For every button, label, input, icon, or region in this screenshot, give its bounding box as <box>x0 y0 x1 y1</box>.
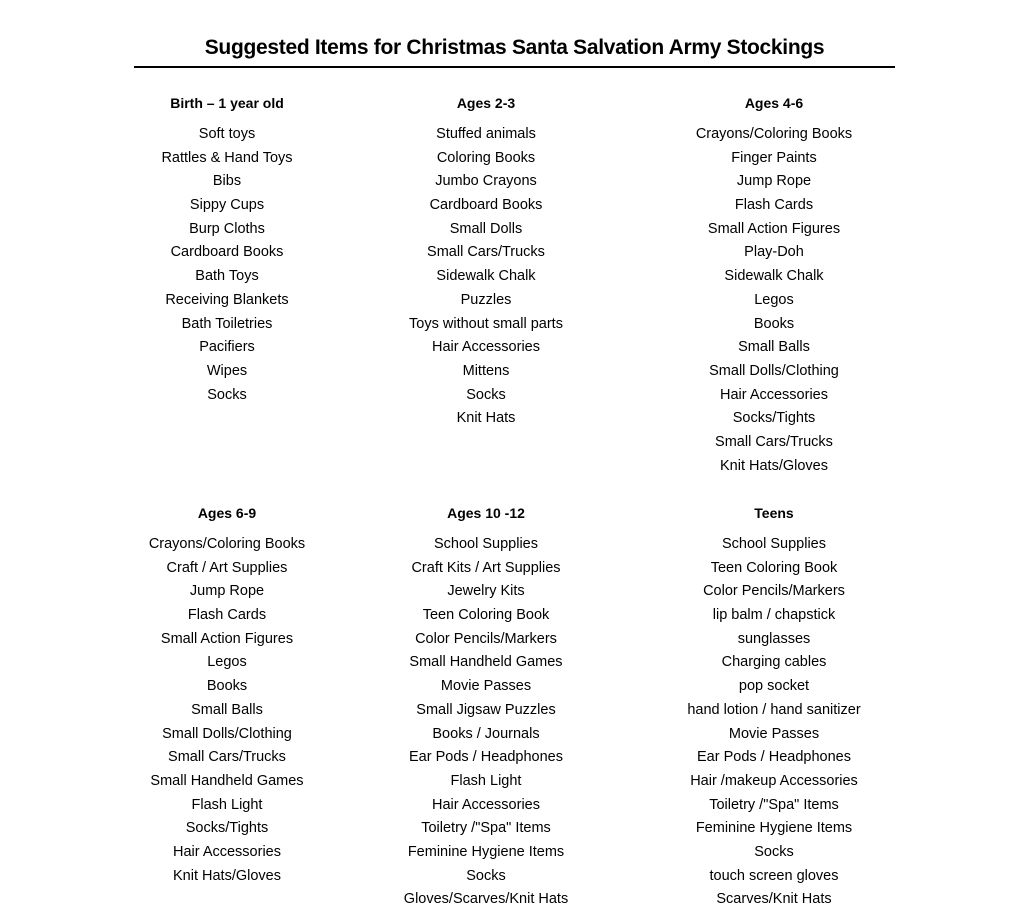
list-item: Small Dolls <box>449 220 523 237</box>
list-item: Flash Cards <box>187 607 267 624</box>
list-item: Jump Rope <box>189 583 265 600</box>
list-item: Coloring Books <box>436 149 536 166</box>
group-heading: Ages 4-6 <box>744 95 804 111</box>
group-ages-2-3 <box>336 93 636 431</box>
group-ages-6-9 <box>77 503 377 888</box>
item-list <box>336 123 636 431</box>
group-ages-4-6 <box>624 93 924 478</box>
list-item: Puzzles <box>460 291 512 308</box>
list-item: Crayons/Coloring Books <box>695 126 853 142</box>
list-item: Soft toys <box>198 126 256 142</box>
list-item: Receiving Blankets <box>165 291 289 308</box>
list-item: Small Cars/Trucks <box>427 244 545 261</box>
list-item: Mittens <box>462 362 510 379</box>
list-item: Cardboard Books <box>170 244 284 261</box>
list-item: sunglasses <box>737 630 811 647</box>
list-item: Craft / Art Supplies <box>166 559 288 576</box>
list-item: Pacifiers <box>199 339 255 356</box>
list-item: Ear Pods / Headphones <box>697 749 851 766</box>
list-item: touch screen gloves <box>709 867 839 884</box>
list-item: Small Balls <box>738 339 810 356</box>
list-item: Charging cables <box>721 654 827 671</box>
list-item: Small Cars/Trucks <box>168 749 286 766</box>
list-item: Movie Passes <box>440 678 532 695</box>
list-item: Hair Accessories <box>432 339 540 356</box>
list-item: Feminine Hygiene Items <box>695 820 853 837</box>
list-item: Books / Journals <box>432 725 540 742</box>
list-item: Rattles & Hand Toys <box>161 149 293 166</box>
item-list <box>336 533 636 912</box>
list-item: Books <box>206 678 248 695</box>
list-item: Books <box>753 315 795 332</box>
list-item: School Supplies <box>722 536 826 552</box>
list-item: Socks <box>754 843 794 860</box>
list-item: Socks <box>466 867 506 884</box>
list-item: Hair Accessories <box>173 843 281 860</box>
list-item: Teen Coloring Book <box>710 559 838 576</box>
list-item: Small Cars/Trucks <box>715 433 833 450</box>
list-item: Socks/Tights <box>185 820 269 837</box>
list-item: Small Dolls/Clothing <box>709 362 839 379</box>
list-item: Hair Accessories <box>720 386 828 403</box>
list-item: Color Pencils/Markers <box>415 630 557 647</box>
list-item: Ear Pods / Headphones <box>409 749 563 766</box>
list-item: Toys without small parts <box>409 315 563 332</box>
list-item: Sidewalk Chalk <box>436 268 536 285</box>
list-item: Socks/Tights <box>732 410 816 427</box>
list-item: Small Action Figures <box>160 630 294 647</box>
list-item: Bath Toiletries <box>181 315 273 332</box>
list-item: Burp Cloths <box>189 220 265 237</box>
list-item: Socks <box>207 386 247 403</box>
list-item: Teen Coloring Book <box>422 607 550 624</box>
group-heading: Ages 10 -12 <box>447 505 525 521</box>
list-item: Play-Doh <box>744 244 804 261</box>
list-item: Bath Toys <box>195 268 259 285</box>
list-item: Small Dolls/Clothing <box>162 725 292 742</box>
title-divider <box>134 66 895 68</box>
list-item: Small Action Figures <box>707 220 841 237</box>
page-title: Suggested Items for Christmas Santa Salvation Army Stockings <box>204 36 825 59</box>
list-item: Bibs <box>212 173 242 190</box>
list-item: Flash Cards <box>734 197 814 214</box>
list-item: Stuffed animals <box>436 126 536 142</box>
list-item: Feminine Hygiene Items <box>407 843 565 860</box>
list-item: Crayons/Coloring Books <box>148 536 306 552</box>
list-item: Cardboard Books <box>429 197 543 214</box>
list-item: Jewelry Kits <box>447 583 525 600</box>
list-item: Movie Passes <box>728 725 820 742</box>
list-item: Sippy Cups <box>189 197 265 214</box>
list-item: Jump Rope <box>736 173 812 190</box>
list-item: Small Jigsaw Puzzles <box>416 701 556 718</box>
list-item: pop socket <box>738 678 810 695</box>
item-list <box>624 123 924 478</box>
group-heading: Birth – 1 year old <box>170 95 284 111</box>
list-item: lip balm / chapstick <box>712 607 836 624</box>
list-item: Toiletry /"Spa" Items <box>421 820 551 837</box>
list-item: Gloves/Scarves/Knit Hats <box>403 891 569 908</box>
list-item: Jumbo Crayons <box>435 173 537 190</box>
list-item: Small Balls <box>191 701 263 718</box>
list-item: Knit Hats <box>456 410 516 427</box>
group-teens <box>624 503 924 912</box>
list-item: Small Handheld Games <box>150 772 304 789</box>
item-list <box>624 533 924 912</box>
list-item: Knit Hats/Gloves <box>720 457 828 474</box>
group-birth-1-year <box>77 93 377 407</box>
list-item: Wipes <box>206 362 248 379</box>
list-item: Color Pencils/Markers <box>703 583 845 600</box>
list-item: Hair Accessories <box>432 796 540 813</box>
list-item: Craft Kits / Art Supplies <box>411 559 561 576</box>
group-heading: Teens <box>754 505 794 521</box>
list-item: Legos <box>754 291 794 308</box>
list-item: Sidewalk Chalk <box>724 268 824 285</box>
list-item: Knit Hats/Gloves <box>173 867 281 884</box>
group-heading: Ages 2-3 <box>456 95 516 111</box>
list-item: Small Handheld Games <box>409 654 563 671</box>
list-item: hand lotion / hand sanitizer <box>687 701 861 718</box>
list-item: Toiletry /"Spa" Items <box>709 796 839 813</box>
item-list <box>77 123 377 407</box>
list-item: Flash Light <box>191 796 263 813</box>
list-item: Finger Paints <box>731 149 817 166</box>
list-item: Hair /makeup Accessories <box>690 772 858 789</box>
list-item: School Supplies <box>434 536 538 552</box>
list-item: Socks <box>466 386 506 403</box>
list-item: Legos <box>207 654 247 671</box>
list-item: Scarves/Knit Hats <box>716 891 832 908</box>
group-ages-10-12 <box>336 503 636 912</box>
item-list <box>77 533 377 888</box>
group-heading: Ages 6-9 <box>197 505 257 521</box>
list-item: Flash Light <box>450 772 522 789</box>
